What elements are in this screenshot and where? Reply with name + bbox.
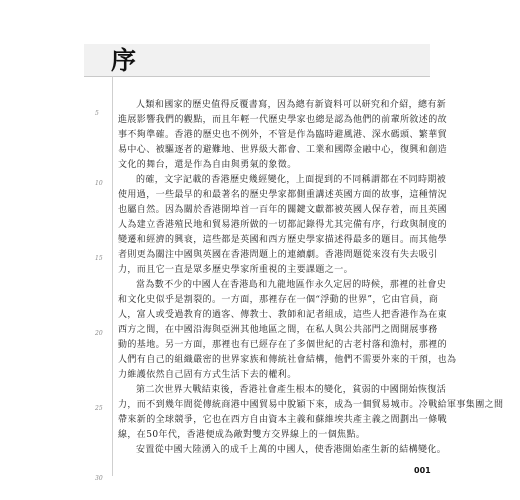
text-line: 當為數不少的中國人在香港島和九龍地區作永久定居的時候，那裡的社會史 bbox=[136, 280, 447, 290]
text-line: 的確，文字記載的香港歷史幾經變化，上面提到的不同稱謂都在不同時期被 bbox=[136, 175, 447, 185]
text-line: 和文化史似乎是割裂的。一方面，那裡存在一個“浮動的世界”，它由官員，商 bbox=[118, 295, 439, 305]
page-title: 序 bbox=[111, 46, 137, 75]
margin-rule bbox=[112, 76, 113, 476]
text-line: 西方之間，在中國沿海與亞洲其他地區之間，在私人與公共部門之間開展事務 bbox=[118, 325, 438, 335]
text-line: 變遷和經濟的興衰，這些都是英國和西方歷史學家描述得最多的題目。而其他學 bbox=[118, 235, 448, 245]
text-line: 易中心、被驅逐者的避難地、世界級大都會、工業和國際金融中心，復興和創造 bbox=[118, 145, 448, 155]
text-line: 文化的舞台，還是作為自由與勇氣的象徵。 bbox=[118, 160, 297, 170]
text-line: 帶來新的全球競爭，它也在西方自由資本主義和蘇維埃共產主義之間劃出一條戰 bbox=[118, 415, 448, 425]
text-line: 事不夠準確。香港的歷史也不例外，不管是作為臨時避風港、深水碼頭、繁華貿 bbox=[118, 130, 448, 140]
text-line: 人為建立香港殖民地和貿易港所做的一切都記錄得尤其完備有序，行政與制度的 bbox=[118, 220, 448, 230]
text-line: 動的基地。另一方面，那裡也有已經存在了多個世紀的古老村落和漁村，那裡的 bbox=[118, 340, 448, 350]
text-line: 人類和國家的歷史值得反覆書寫，因為總有新資料可以研究和介紹，總有新 bbox=[136, 100, 447, 110]
page-number: 001 bbox=[414, 466, 431, 475]
line-number-15: 15 bbox=[95, 255, 103, 262]
line-number-30: 30 bbox=[95, 475, 103, 482]
text-line: 人，富人或受過教育的過客、傳教士、教師和記者組成，這些人把香港作為在東 bbox=[118, 310, 448, 320]
text-line: 力，而不到幾年間從傳統商港中國貿易中脫穎下來，成為一個貿易城市。冷戰給軍事集團之間 bbox=[118, 400, 504, 410]
body-text bbox=[118, 98, 504, 458]
text-line: 第二次世界大戰結束後，香港社會產生根本的變化，貧弱的中國開始恢復活 bbox=[136, 385, 447, 395]
line-number-10: 10 bbox=[95, 180, 103, 187]
text-line: 人們有自己的組織嚴密的世界家族和傳統社會結構，他們不需要外來的干預，也為 bbox=[118, 355, 457, 365]
text-line: 線，在50年代，香港便成為敵對雙方交界線上的一個焦點。 bbox=[118, 430, 366, 440]
text-line: 安置從中國大陸湧入的成千上萬的中國人，使香港開始產生新的結構變化。 bbox=[136, 445, 447, 455]
text-line: 也屬自然。因為關於香港開埠首一百年的關鍵文獻都被英國人保存着，而且英國 bbox=[118, 205, 448, 215]
text-line: 力維護依然自己固有方式生活下去的權利。 bbox=[118, 370, 297, 380]
line-number-20: 20 bbox=[95, 330, 103, 337]
text-line: 進展影響我們的觀點，而且年輕一代歷史學家也總是認為他們的前輩所敘述的故 bbox=[118, 115, 448, 125]
text-line: 力，而且它一直是眾多歷史學家所重視的主要課題之一。 bbox=[118, 265, 354, 275]
line-number-25: 25 bbox=[95, 405, 103, 412]
text-line: 者則更為關注中國與英國在香港問題上的連續劇。香港問題從來沒有失去吸引 bbox=[118, 250, 438, 260]
text-line: 使用過，一些最早的和最著名的歷史學家都側重講述英國方面的故事，這種情況 bbox=[118, 190, 448, 200]
line-number-5: 5 bbox=[95, 110, 99, 117]
